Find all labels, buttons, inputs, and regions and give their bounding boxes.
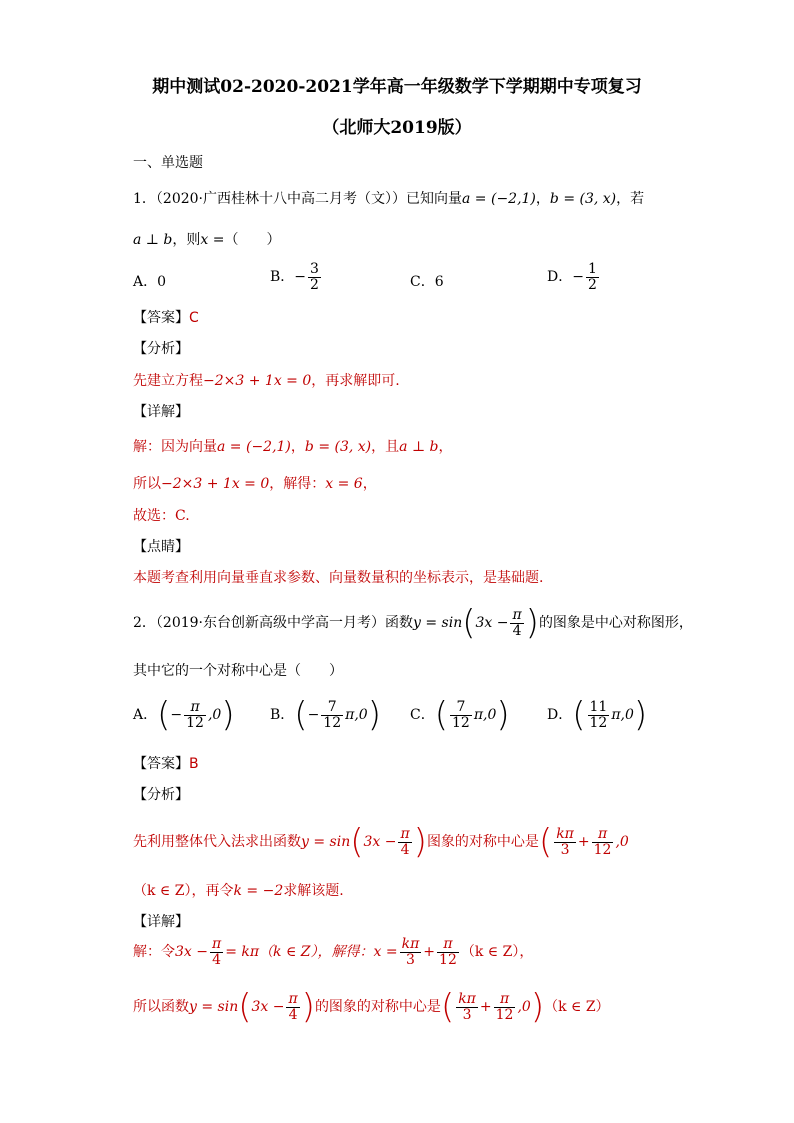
q1-detail-perp: a ⊥ b	[399, 439, 439, 455]
option-label: C．	[410, 707, 435, 723]
q1-analysis-equation: −2×3 + 1x = 0	[203, 373, 312, 389]
q1-perp-condition: a ⊥ b	[133, 232, 173, 248]
q1-detail-line2	[133, 473, 377, 493]
fraction-numerator: π	[400, 825, 410, 842]
q2-analysis-arg: 3x −	[363, 834, 397, 850]
q2-detail-center-tail: ,0	[517, 999, 531, 1015]
q2-analysis-mid: 图象的对称中心是	[426, 834, 539, 850]
q2-detail-lead: 解：令	[133, 944, 175, 961]
q2-stem-tail: 的图象是中心对称图形，	[538, 615, 693, 631]
q2-detail-pi-over-4b	[286, 992, 299, 1022]
q2-detail-equals: = kπ（k ∈ Z），解得：	[225, 944, 374, 961]
q2-analysis-end: 求解该题.	[283, 883, 344, 899]
q2-analysis-tail: ,0	[615, 834, 629, 850]
fraction-numerator: kπ	[556, 825, 574, 842]
fraction-numerator: π	[211, 936, 222, 952]
fraction-denominator: 12	[593, 841, 612, 858]
q2-analysis-tag: 【分析】	[133, 787, 189, 803]
left-paren: (	[440, 987, 455, 1027]
answer-value: B	[189, 756, 199, 772]
fraction-numerator: π	[512, 606, 522, 623]
q2-analysis-k-value: k = −2	[233, 883, 284, 899]
q2-arg: 3x −	[475, 615, 509, 631]
option-tail: π,0	[345, 707, 368, 723]
fraction-denominator: 2	[310, 276, 319, 293]
q1-detail-tag: 【详解】	[133, 404, 189, 420]
q2-detail-center-kpi	[456, 992, 478, 1022]
q2-analysis-k-in-z: （k ∈ Z），再令	[133, 883, 234, 899]
fraction-numerator: 1	[587, 261, 597, 277]
q1-option-a: A．0	[133, 274, 167, 290]
q1-detail-vector-a: a = (−2,1)	[217, 439, 291, 455]
option-fraction	[184, 700, 206, 730]
q2-detail-arg: 3x −	[175, 944, 208, 961]
right-paren: )	[496, 695, 510, 735]
right-paren: )	[367, 695, 381, 735]
q2-analysis-kpi-over-3	[554, 827, 576, 857]
fraction-denominator: 4	[212, 951, 222, 968]
q1-detail-vector-b: b = (3, x)	[304, 439, 372, 455]
fraction-denominator: 4	[512, 622, 522, 639]
answer-tag: 【答案】	[133, 310, 189, 326]
option-fraction	[588, 700, 610, 730]
fraction-denominator: 12	[439, 951, 457, 968]
q1-stem-line1	[133, 188, 644, 208]
option-label: B．	[270, 707, 295, 723]
fraction-denominator: 4	[400, 841, 410, 858]
q2-analysis-function: y = sin	[301, 834, 351, 850]
right-paren: )	[530, 987, 545, 1027]
left-paren: (	[434, 695, 448, 735]
q2-analysis-pi-over-12	[592, 827, 614, 857]
q2-analysis-lead: 先利用整体代入法求出函数	[133, 834, 301, 850]
q1-answer	[133, 307, 199, 327]
fraction-denominator: 12	[589, 714, 608, 731]
q2-detail-kpi-over-3	[400, 937, 422, 967]
q2-detail-x-equals: x =	[373, 944, 398, 961]
q1-detail-and: ，且	[371, 439, 400, 455]
q1-vector-a: a = (−2,1)	[462, 191, 536, 207]
q1-detail-comma-end: ，	[438, 439, 453, 455]
fraction-denominator: 12	[495, 1006, 514, 1023]
q2-detail-pi-over-4	[210, 937, 223, 967]
q2-analysis-pi-over-4	[398, 827, 411, 857]
q1-x-equals: x =	[200, 232, 225, 248]
document-subtitle: （北师大2019版）	[322, 118, 472, 138]
fraction-denominator: 3	[462, 1006, 472, 1023]
right-paren: )	[413, 822, 427, 862]
q1-stem-text: 1．（2020·广西桂林十八中高二月考（文））已知向量	[133, 191, 462, 207]
fraction-numerator: kπ	[401, 936, 420, 952]
left-paren: (	[462, 603, 476, 643]
q1-option-d	[547, 262, 601, 292]
q2-stem-text: 2．（2019·东台创新高级中学高一月考）函数	[133, 615, 413, 631]
q2-function: y = sin	[413, 615, 463, 631]
q2-detail-mid: 的图象的对称中心是	[314, 999, 441, 1015]
q1-detail-so: 所以	[133, 476, 161, 492]
section-heading: 一、单选题	[133, 155, 203, 171]
fraction-numerator: kπ	[458, 990, 476, 1007]
document-title: 期中测试02-2020-2021学年高一年级数学下学期期中专项复习	[152, 77, 642, 97]
left-paren: (	[538, 822, 553, 862]
q1-detail-result: x = 6	[325, 476, 363, 492]
fraction-denominator: 12	[451, 714, 470, 731]
option-label: D．	[547, 707, 573, 723]
q1-vector-b: b = (3, x)	[549, 191, 617, 207]
q1-detail-solve: ，解得：	[269, 476, 326, 492]
fraction-numerator: 7	[450, 700, 472, 716]
fraction-numerator: π	[288, 990, 298, 1007]
q2-detail-k-in-z2: （k ∈ Z）	[544, 999, 610, 1015]
q1-option-d-label: D．−	[547, 269, 584, 286]
q1-option-b-label: B．−	[270, 269, 307, 286]
option-fraction	[450, 700, 472, 730]
q1-detail-line1	[133, 436, 453, 456]
plus-sign: +	[479, 999, 492, 1015]
fraction-denominator: 2	[587, 276, 597, 293]
q2-detail-function: y = sin	[189, 999, 239, 1015]
right-paren: )	[221, 695, 235, 735]
fraction-denominator: 3	[405, 951, 415, 968]
q1-detail-line3: 故选：C.	[133, 508, 190, 524]
q1-stem-line2	[133, 229, 280, 249]
answer-value: C	[189, 310, 199, 326]
q2-stem-line1	[133, 603, 693, 643]
q2-detail-center-pi	[494, 992, 516, 1022]
q2-detail-arg2: 3x −	[251, 999, 285, 1015]
q2-detail-line1	[133, 937, 533, 967]
q2-option-b	[270, 695, 381, 735]
q1-detail-equation: −2×3 + 1x = 0	[161, 476, 270, 492]
q1-analysis-text	[133, 370, 400, 390]
fraction-numerator: π	[184, 700, 206, 716]
left-paren: (	[572, 695, 586, 735]
q1-analysis-lead: 先建立方程	[133, 373, 203, 389]
answer-tag: 【答案】	[133, 756, 189, 772]
q2-answer	[133, 753, 199, 773]
q1-option-b-fraction	[308, 262, 321, 292]
plus-sign: +	[423, 944, 436, 961]
fraction-denominator: 3	[560, 841, 570, 858]
q1-option-d-fraction	[586, 262, 599, 292]
q2-option-d	[547, 695, 647, 735]
q1-detail-comma: ，	[290, 439, 305, 455]
left-paren: (	[238, 987, 252, 1027]
q2-detail-k-in-z: （k ∈ Z），	[460, 944, 534, 961]
q1-stem-tail: ，若	[616, 191, 645, 207]
q2-analysis-line2	[133, 880, 344, 900]
q1-comment-tag: 【点睛】	[133, 539, 189, 555]
q2-detail-line2	[133, 987, 610, 1027]
q1-then: ，则	[172, 232, 201, 248]
option-tail: π,0	[611, 707, 634, 723]
q2-stem-line2: 其中它的一个对称中心是（ ）	[133, 663, 343, 679]
fraction-numerator: π	[494, 992, 516, 1008]
q2-detail-pi-over-12	[437, 937, 459, 967]
q2-detail-tag: 【详解】	[133, 914, 189, 930]
fraction-numerator: π	[437, 937, 459, 953]
right-paren: )	[633, 695, 648, 735]
q1-detail-lead: 解：因为向量	[133, 439, 217, 455]
option-tail: ,0	[207, 707, 222, 723]
fraction-denominator: 12	[186, 714, 204, 731]
left-paren: (	[350, 822, 364, 862]
q1-detail-comma2: ，	[362, 476, 377, 492]
option-tail: π,0	[473, 707, 497, 723]
q1-comma: ，	[535, 191, 550, 207]
q2-pi-over-4	[510, 608, 523, 638]
option-fraction	[321, 700, 343, 730]
fraction-numerator: 3	[310, 261, 319, 277]
plus-sign: +	[577, 834, 590, 850]
fraction-denominator: 4	[288, 1006, 298, 1023]
right-paren: )	[525, 603, 539, 643]
right-paren: )	[301, 987, 315, 1027]
q2-option-a	[133, 695, 235, 735]
q2-detail-so: 所以函数	[133, 999, 189, 1015]
fraction-numerator: 11	[589, 698, 608, 715]
q1-analysis-tag: 【分析】	[133, 341, 189, 357]
fraction-numerator: π	[592, 827, 614, 843]
q2-analysis-line1	[133, 822, 629, 862]
q1-option-b	[270, 262, 323, 292]
q1-analysis-tail: ，再求解即可.	[311, 373, 400, 389]
fraction-numerator: 7	[321, 700, 343, 716]
q2-option-c	[410, 695, 510, 735]
q1-blank: （ ）	[224, 232, 281, 248]
option-sign: −	[170, 707, 183, 723]
fraction-denominator: 12	[323, 714, 342, 731]
q1-comment-text: 本题考查利用向量垂直求参数、向量数量积的坐标表示，是基础题.	[133, 570, 544, 586]
option-sign: −	[307, 707, 320, 723]
q1-option-c: C．6	[410, 274, 444, 290]
left-paren: (	[294, 695, 308, 735]
option-label: A．	[133, 707, 158, 723]
left-paren: (	[157, 695, 171, 735]
